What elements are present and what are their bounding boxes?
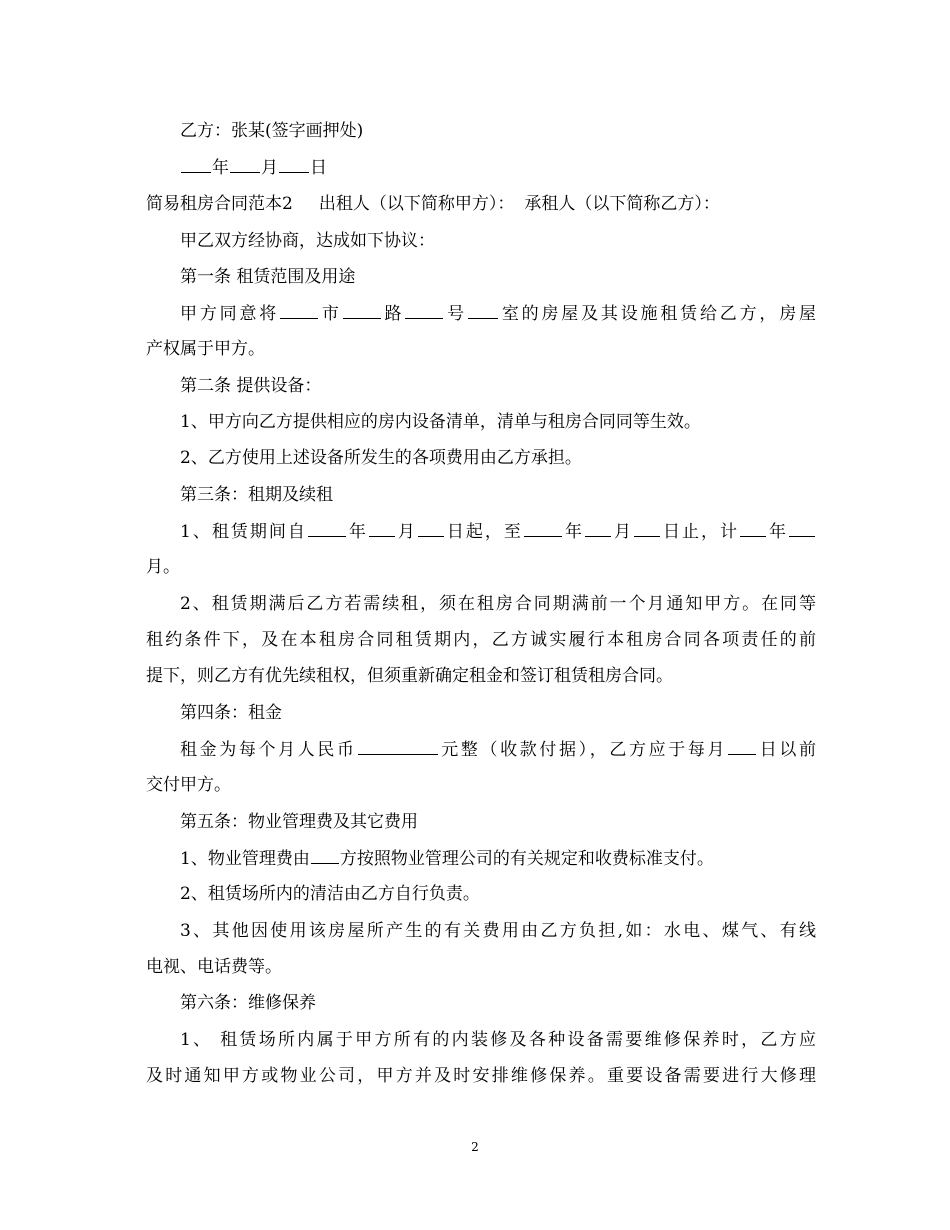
- article-4-title: 第四条：租金: [180, 703, 282, 723]
- article-5-item-1: 1、物业管理费由 方按照物业管理公司的有关规定和收费标准支付。: [180, 849, 714, 869]
- article-6-item-1-line-2: 及时通知甲方或物业公司，甲方并及时安排维修保养。重要设备需要进行大修理: [146, 1066, 816, 1086]
- article-2-item-1: 1、甲方向乙方提供相应的房内设备清单，清单与租房合同同等生效。: [180, 412, 701, 432]
- article-4-paragraph-line-2: 交付甲方。: [146, 775, 231, 795]
- page-number: 2: [471, 1140, 479, 1154]
- article-3-item-2-line-2: 租约条件下，及在本租房合同租赁期内，乙方诚实履行本租房合同各项责任的前: [146, 630, 816, 650]
- article-1-title: 第一条 租赁范围及用途: [180, 267, 356, 287]
- contract-title: 简易租房合同范本2: [146, 194, 293, 214]
- article-2-title: 第二条 提供设备：: [180, 376, 322, 396]
- contract-heading: [146, 193, 816, 215]
- article-3-item-1-line-1: 1、租赁期间自 年 月 日起，至 年 月 日止，计 年: [180, 520, 816, 543]
- article-6-title: 第六条：维修保养: [180, 993, 316, 1013]
- article-5-item-3-line-1: 3、其他因使用该房屋所产生的有关费用由乙方负担,如：水电、煤气、有线: [180, 921, 816, 941]
- article-2-item-2: 2、乙方使用上述设备所发生的各项费用由乙方承担。: [180, 448, 582, 468]
- article-1-paragraph-line-1: 甲方同意将 市 路 号 室的房屋及其设施租赁给乙方，房屋: [180, 304, 817, 324]
- article-1-paragraph-line-2: 产权属于甲方。: [146, 339, 265, 359]
- signature-party-b: 乙方：张某(签字画押处): [180, 121, 364, 141]
- lessee-label: 承租人（以下简称乙方）：: [524, 194, 720, 214]
- article-3-item-1-line-2: 月。: [146, 557, 180, 577]
- lessor-label: 出租人（以下简称甲方）：: [318, 194, 515, 214]
- article-3-item-2-line-3: 提下，则乙方有优先续租权，但须重新确定租金和签订租赁租房合同。: [146, 666, 673, 686]
- article-5-title: 第五条：物业管理费及其它费用: [180, 812, 418, 832]
- article-6-item-1-line-1: 1、 租赁场所内属于甲方所有的内装修及各种设备需要维修保养时，乙方应: [180, 1030, 816, 1050]
- article-3-item-2-line-1: 2、租赁期满后乙方若需续租，须在租房合同期满前一个月通知甲方。在同等: [180, 594, 816, 614]
- article-3-title: 第三条：租期及续租: [180, 485, 333, 505]
- article-5-item-3-line-2: 电视、电话费等。: [146, 957, 282, 977]
- signature-date: 年 月 日: [180, 156, 816, 179]
- intro-text: 甲乙双方经协商，达成如下协议：: [180, 231, 435, 251]
- article-4-paragraph-line-1: 租金为每个月人民币 元整（收款付据），乙方应于每月 日以前: [180, 740, 816, 760]
- article-5-item-2: 2、租赁场所内的清洁由乙方自行负责。: [180, 884, 480, 904]
